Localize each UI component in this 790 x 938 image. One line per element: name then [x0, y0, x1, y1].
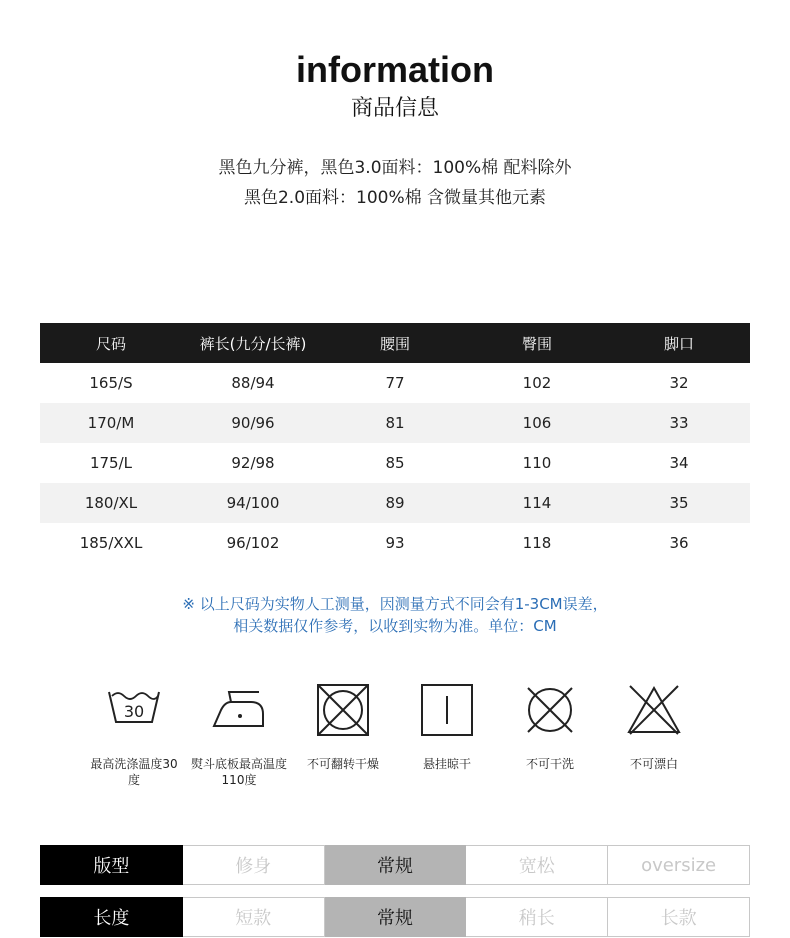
- table-cell: 114: [466, 483, 608, 523]
- care-label: 悬挂晾干: [422, 757, 471, 771]
- table-cell: 93: [385, 534, 405, 552]
- length-option-regular: 常规: [325, 897, 467, 937]
- column-header-length: 裤长(九分/长裤): [182, 323, 324, 363]
- table-cell: 88/94: [231, 374, 275, 392]
- fit-selector: [40, 845, 750, 885]
- table-cell: 96/102: [226, 534, 280, 552]
- table-cell: 34: [669, 454, 689, 472]
- line-dry-icon: [419, 682, 475, 738]
- wash-temp-label: 30: [123, 702, 145, 721]
- page-title: information: [296, 49, 494, 90]
- size-table: [40, 323, 750, 563]
- no-tumble-dry-icon: [315, 682, 371, 738]
- care-item-dry-clean: [498, 682, 602, 772]
- care-label: 不可漂白: [629, 757, 678, 771]
- table-cell: 32: [669, 374, 689, 392]
- fit-option-regular: 常规: [325, 845, 467, 885]
- iron-icon: [211, 682, 267, 738]
- care-label: 不可翻转干燥: [306, 757, 379, 771]
- table-cell: 81: [324, 403, 466, 443]
- table-cell: 110: [522, 454, 552, 472]
- care-label: 最高洗涤温度30度: [90, 757, 178, 787]
- fit-option-slim: 修身: [183, 845, 325, 885]
- care-label: 不可干洗: [525, 757, 574, 771]
- table-cell: 106: [466, 403, 608, 443]
- table-cell: 85: [385, 454, 405, 472]
- fit-option-oversize: oversize: [608, 845, 750, 885]
- length-label: 长度: [40, 897, 183, 937]
- care-label: 熨斗底板最高温度110度: [191, 757, 288, 787]
- size-table-header: [40, 323, 750, 363]
- table-cell: 170/M: [40, 403, 182, 443]
- care-item-tumble: [291, 682, 395, 772]
- care-item-wash: [82, 682, 186, 788]
- table-cell: 165/S: [89, 374, 133, 392]
- table-row: [40, 443, 750, 483]
- measurement-note: 相关数据仅作参考，以收到实物为准。单位：CM: [233, 617, 557, 635]
- fit-option-loose: 宽松: [466, 845, 608, 885]
- column-header-size: 尺码: [40, 323, 182, 363]
- table-row: [40, 523, 750, 563]
- care-item-iron: [187, 682, 291, 788]
- table-cell: 90/96: [182, 403, 324, 443]
- table-cell: 118: [522, 534, 552, 552]
- table-row: [40, 363, 750, 403]
- length-selector: [40, 897, 750, 937]
- fabric-description-line: 黑色九分裤，黑色3.0面料：100%棉 配料除外: [218, 158, 572, 178]
- fabric-description-line: 黑色2.0面料：100%棉 含微量其他元素: [243, 188, 547, 208]
- table-cell: 185/XXL: [79, 534, 143, 552]
- no-bleach-icon: [626, 682, 682, 738]
- length-option-short: 短款: [183, 897, 325, 937]
- length-option-long: 长款: [608, 897, 750, 937]
- table-cell: 180/XL: [40, 483, 182, 523]
- care-item-bleach: [602, 682, 706, 772]
- page-subtitle: 商品信息: [350, 96, 439, 121]
- table-cell: 36: [669, 534, 689, 552]
- table-row: [40, 483, 750, 523]
- length-option-slightly-long: 稍长: [466, 897, 608, 937]
- table-row: [40, 403, 750, 443]
- wash-30-icon: [106, 682, 162, 738]
- table-cell: 77: [385, 374, 405, 392]
- no-dry-clean-icon: [522, 682, 578, 738]
- table-cell: 33: [608, 403, 750, 443]
- column-header-hem: 脚口: [608, 323, 750, 363]
- column-header-waist: 腰围: [324, 323, 466, 363]
- care-item-line-dry: [395, 682, 499, 772]
- table-cell: 35: [608, 483, 750, 523]
- table-cell: 102: [522, 374, 552, 392]
- measurement-note: ※ 以上尺码为实物人工测量，因测量方式不同会有1-3CM误差，: [182, 595, 608, 613]
- table-cell: 94/100: [182, 483, 324, 523]
- column-header-hip: 臀围: [466, 323, 608, 363]
- table-cell: 89: [324, 483, 466, 523]
- table-cell: 92/98: [231, 454, 275, 472]
- table-cell: 175/L: [89, 454, 133, 472]
- fit-label: 版型: [40, 845, 183, 885]
